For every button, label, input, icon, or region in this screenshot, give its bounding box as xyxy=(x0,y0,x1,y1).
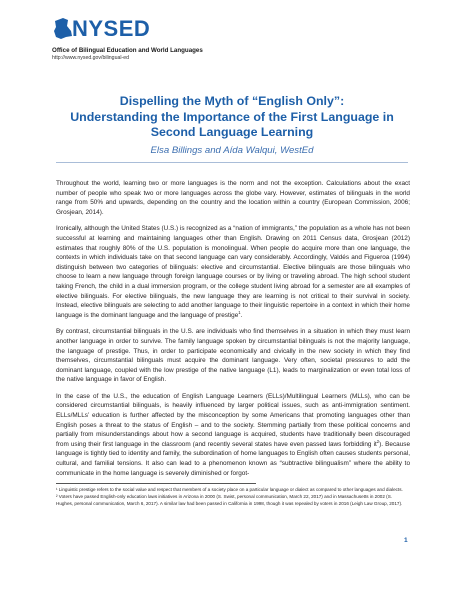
footnote-ref-1[interactable]: 1 xyxy=(238,309,241,315)
paragraph-4-text-a: In the case of the U.S., the education of English Language Learners (ELLs)/Multilingual Learners (MLLs), who can be considered circumstantial bilinguals, is heavily influenced by larger political issues, such as anti-immigration sentiment. ELLs/MLLs’ education is further affected by the misconception by some Americans that promoting languages other than English poses a threat to the status of English – and to the society. Stemming partially from these political concerns and partially from misunderstandings about how a second language is acquired, students have traditionally been discouraged from using their first language in the classroom (and recently several states have even passed laws forbidding it xyxy=(56,392,410,448)
nysed-logo xyxy=(52,14,292,46)
footnote-divider xyxy=(56,483,256,484)
footnotes xyxy=(56,487,410,508)
title-divider xyxy=(56,162,408,163)
header xyxy=(52,14,292,62)
paragraph-3: By contrast, circumstantial bilinguals in the U.S. are individuals who find themselves in a situation in which they must learn another language in order to survive. The family language spoken by circumstantial bilinguals is not the majority language, the language of prestige. Thus, in order to participate economically and civically in the new society in which they find themselves, circumstantial bilinguals must acquire the dominant language. Very often, societal pressures to add the dominant language, coupled with the low prestige of the native language (L1), leads to marginalization or even total loss of the native language in favor of English. xyxy=(56,328,410,384)
page-number: 1 xyxy=(404,537,408,544)
title-line-2: Understanding the Importance of the First Language in xyxy=(70,109,394,124)
new-york-state-icon xyxy=(52,17,74,41)
office-name: Office of Bilingual Education and World Languages xyxy=(52,47,203,54)
paragraph-2-text: Ironically, although the United States (U.S.) is recognized as a “nation of immigrants,” the population as a whole has not been successful at learning and maintaining languages other than English. Drawing on 2011 Census data, Grosjean (2012) estimates that roughly 80% of the U.S. population is monolingual. When people do acquire more than one language, the contexts in which individuals take on that second language can vary considerably. Accordingly, Valdés and Figueroa (1994) distinguish between two categories of bilinguals: elective and circumstantial. Elective bilinguals are those bilinguals who choose to learn a new language through foreign language courses or by living or traveling abroad. The high school student taking French, the child in a dual immersion program, or the college student living abroad for a semester are all examples of elective bilinguals. For elective bilinguals, the new language they are learning is not critical to their survival in society. Instead, elective bilinguals are selecting to add another language to their linguistic repertoire in a context in which their home language is the dominant language and the language of prestige xyxy=(56,225,410,319)
paragraph-2: Ironically, although the United States (U.S.) is recognized as a “nation of immigrants,” the population as a whole has not been successful at learning and maintaining languages other than English. Drawing on 2011 Census data, Grosjean (2012) estimates that roughly 80% of the U.S. population is monolingual. When people do acquire more than one language, the contexts in which individuals take on that second language can vary considerably. Accordingly, Valdés and Figueroa (1994) distinguish between two categories of bilinguals: elective and circumstantial. Elective bilinguals are those bilinguals who choose to learn a new language through foreign language courses or by living or traveling abroad. The high school student taking French, the child in a dual immersion program, or the college student living abroad for a semester are all examples of elective bilinguals. For elective bilinguals, the new language they are learning is not critical to their survival in society. Instead, elective bilinguals are selecting to add another language to their linguistic repertoire in a context in which their home language is the dominant language and the language of prestige$^1$. xyxy=(56,225,410,319)
paragraph-4: In the case of the U.S., the education of English Language Learners (ELLs)/Multilingual Learners (MLLs), who can be considered circumstantial bilinguals, is heavily influenced by larger political issues, such as anti-immigration sentiment. ELLs/MLLs’ education is further affected by the misconception by some Americans that promoting languages other than English poses a threat to the status of English – and to the society. Stemming partially from these political concerns and partially from misunderstandings about how a second language is acquired, students have traditionally been discouraged from using their first language in the classroom (and recently several states have even passed laws forbidding $it^2$). Because language is tightly tied to identity and family, the subordination of home languages to English often causes students personal, cultural, and familial tensions. It also can lead to a phenomenon known as “subtractive bilingualism” where the ability to communicate in the home language is severely diminished or forgot- xyxy=(56,392,411,477)
footnote-ref-2[interactable]: 2 xyxy=(376,438,380,444)
paragraph-4-text-b: . Because language is tightly tied to identity and family, the subordination of home languages to English often causes students personal, cultural, and familial tensions. It also can lead to a phenomenon known as “subtractive bilingualism” where the ability to communicate in the home language is severely diminished or forgot- xyxy=(56,440,411,477)
logo-text: NYSED xyxy=(72,16,151,41)
document-title xyxy=(40,94,424,141)
footnote-1: ¹ Linguistic prestige refers to the social value and respect that members of a society place on a particular language or dialect as compared to other languages and dialects. xyxy=(56,487,403,492)
authors-byline: Elsa Billings and Aída Walqui, WestEd xyxy=(150,145,314,156)
article-body xyxy=(56,179,410,485)
office-url: http://www.nysed.gov/bilingual-ed xyxy=(52,55,129,61)
footnote-2: ² Voters have passed English-only education laws initiatives in Arizona in 2000 (S. Swist, personal communication, March 22, 2017) and in Massachusetts in 2002 (S. Hughes, personal communication, March 6, 2017). A similar law had been passed in California in 1998, though it was repealed by voters in 2016 (Leigh Law Group, 2017). xyxy=(56,494,403,506)
title-line-1: Dispelling the Myth of “English Only”: xyxy=(119,94,345,108)
paragraph-1: Throughout the world, learning two or more languages is the norm and not the exception. Calculations about the exact number of people who speak two or more languages across the globe vary. However, estimates of bilinguals in the world range from 50% and upwards, depending on the country and the location within a country (European Commission, 2006; Grosjean, 2014). xyxy=(56,180,410,216)
title-line-3: Second Language Learning xyxy=(150,125,314,139)
